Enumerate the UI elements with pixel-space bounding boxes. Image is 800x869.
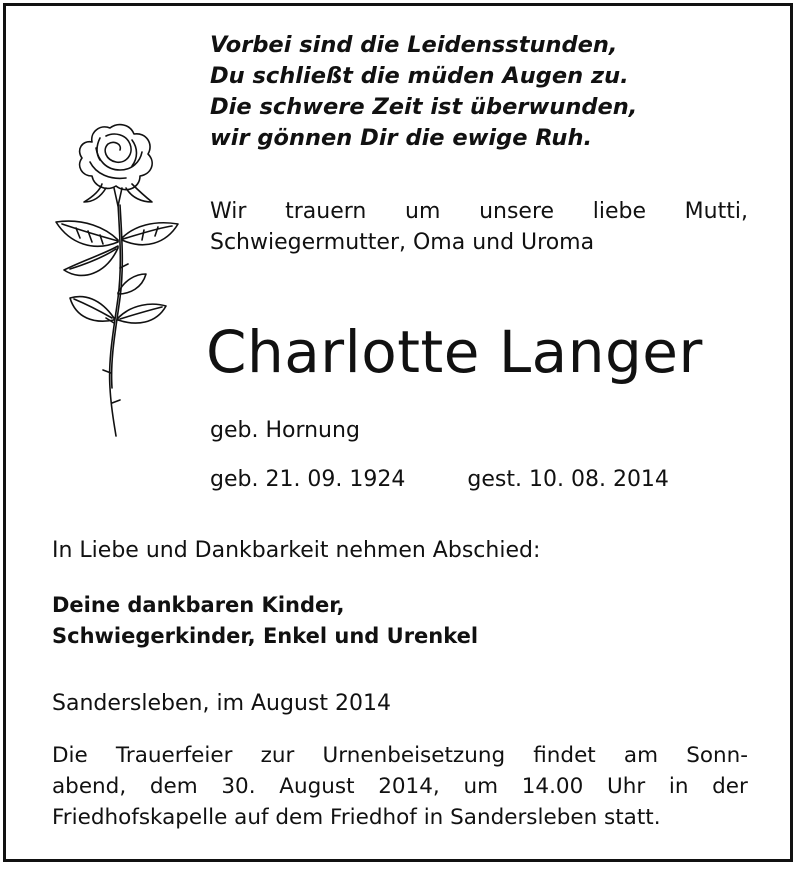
poem-line: Die schwere Zeit ist überwunden, <box>210 94 638 120</box>
death-date: gest. 10. 08. 2014 <box>467 467 669 492</box>
funeral-word: am <box>623 743 659 768</box>
funeral-notice <box>52 740 748 833</box>
place-date: Sandersleben, im August 2014 <box>52 691 391 716</box>
maiden-name: geb. Hornung <box>210 418 360 443</box>
intro-line-2: Schwiegermutter, Oma und Uroma <box>210 230 595 255</box>
funeral-word: in <box>668 774 689 799</box>
funeral-word: 2014, <box>378 774 440 799</box>
funeral-line-2 <box>52 771 748 802</box>
funeral-line-3: Friedhofskapelle auf dem Friedhof in Sandersleben statt. <box>52 805 661 830</box>
intro-line-1 <box>210 196 748 227</box>
life-dates <box>210 467 669 492</box>
intro-word: um <box>405 199 441 224</box>
mourners-line: Schwiegerkinder, Enkel und Urenkel <box>52 624 479 648</box>
funeral-word: Uhr <box>606 774 646 799</box>
mourners-line: Deine dankbaren Kinder, <box>52 593 345 617</box>
poem-line: Du schließt die müden Augen zu. <box>210 63 629 89</box>
funeral-word: Urnenbeisetzung <box>322 743 506 768</box>
farewell-text: In Liebe und Dankbarkeit nehmen Abschied: <box>52 538 541 563</box>
poem-line: Vorbei sind die Leidensstunden, <box>210 32 618 58</box>
funeral-word: August <box>279 774 355 799</box>
funeral-word: um <box>463 774 499 799</box>
intro-word: Mutti, <box>684 199 748 224</box>
deceased-name: Charlotte Langer <box>206 318 703 386</box>
funeral-word: 30. <box>221 774 256 799</box>
intro-word: Wir <box>210 199 247 224</box>
birth-date: geb. 21. 09. 1924 <box>210 467 406 492</box>
funeral-word: der <box>712 774 748 799</box>
funeral-word: dem <box>149 774 198 799</box>
intro-text <box>210 196 748 258</box>
intro-word: unsere <box>479 199 555 224</box>
rose-icon <box>48 118 188 438</box>
mourners <box>52 590 478 652</box>
intro-word: liebe <box>592 199 646 224</box>
funeral-word: Die <box>52 743 88 768</box>
funeral-word: zur <box>260 743 295 768</box>
funeral-word: abend, <box>52 774 127 799</box>
poem-line: wir gönnen Dir die ewige Ruh. <box>210 125 593 151</box>
funeral-word: Sonn- <box>686 743 748 768</box>
intro-word: trauern <box>285 199 367 224</box>
funeral-word: findet <box>533 743 596 768</box>
funeral-line-1 <box>52 740 748 771</box>
funeral-word: Trauerfeier <box>115 743 233 768</box>
funeral-word: 14.00 <box>521 774 584 799</box>
poem <box>210 30 637 154</box>
